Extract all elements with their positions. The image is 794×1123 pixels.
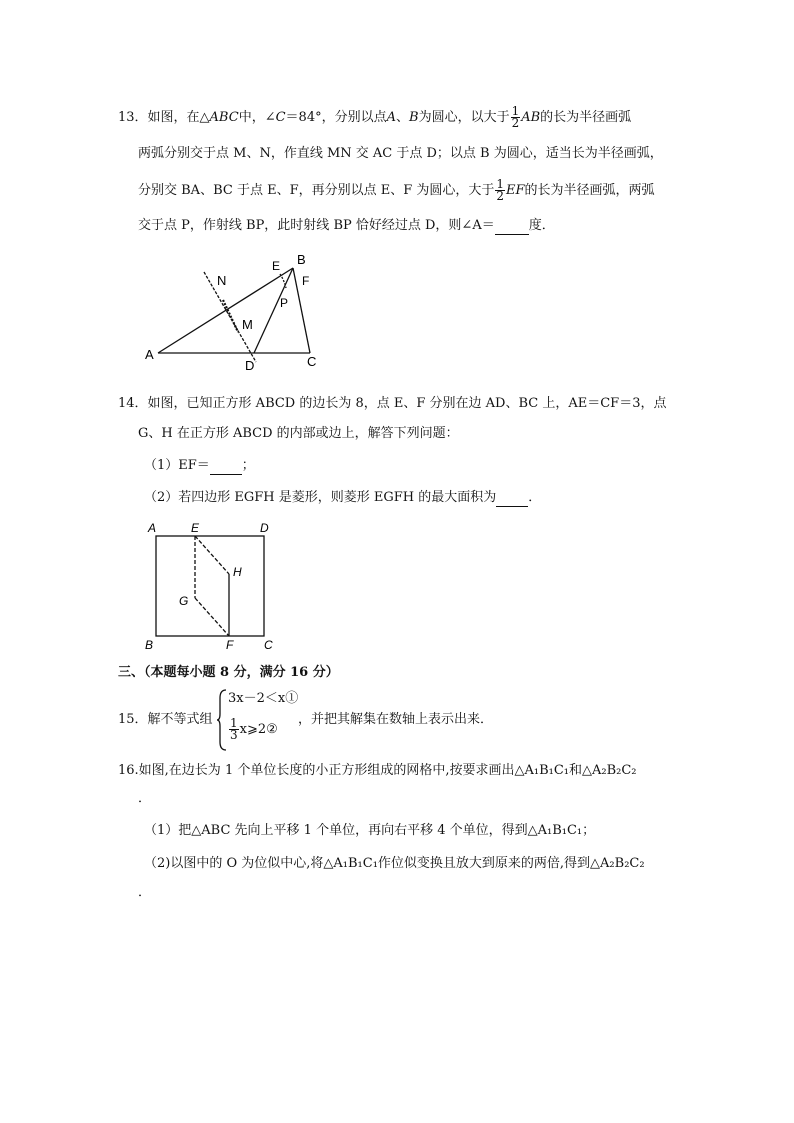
fraction-half-2: $\frac{1}{2}$ (496, 177, 505, 203)
inequality-2: $\frac{1}{3}$ x⩾2② (230, 716, 278, 742)
q13-line-4: 交于点 P，作射线 BP，此时射线 BP 恰好经过点 D，则∠A＝ 度． (138, 218, 555, 233)
label-F: F (302, 274, 310, 288)
answer-blank-14-2[interactable] (496, 492, 528, 507)
label-D: D (260, 521, 269, 535)
q14-part-1: （1）EF＝ ； (144, 458, 255, 473)
label-A: A (145, 347, 154, 362)
q14-part-2: （2）若四边形 EGFH 是菱形，则菱形 EGFH 的最大面积为 ． (144, 490, 542, 505)
q13-triangle-figure (140, 250, 330, 375)
label-F: F (226, 638, 234, 652)
segment-EH (195, 536, 229, 574)
label-A: A (148, 521, 157, 535)
q14-line-1: 14．如图，已知正方形 ABCD 的边长为 8，点 E、F 分别在边 AD、BC 上，AE＝CF＝3，点 (118, 396, 667, 411)
inequality-1: 3x－2＜x① (228, 691, 299, 706)
label-B: B (145, 638, 154, 652)
label-D: D (245, 358, 255, 373)
q13-line-1: 13．如图，在△ABC中，∠C＝84°，分别以点A、B为圆心，以大于 $\frac{1}{2}$ AB的长为半径画弧 (118, 104, 632, 130)
q13-line-3: 分别交 BA、BC 于点 E、F，再分别以点 E、F 为圆心，大于 $\frac{1}{2}$ EF的长为半径画弧，两弧 (138, 177, 655, 203)
label-H: H (233, 565, 242, 579)
q16-part-1: （1）把△ABC 先向上平移 1 个单位，再向右平移 4 个单位，得到△A₁B₁C₁； (144, 823, 596, 838)
label-C: C (264, 638, 273, 652)
label-C: C (307, 354, 317, 369)
label-E: E (272, 259, 281, 273)
label-G: G (179, 594, 189, 608)
section-3-heading: 三、（本题每小题 8 分，满分 16 分） (118, 665, 339, 680)
fraction-third: $\frac{1}{3}$ (230, 716, 238, 742)
square-ABCD (156, 536, 264, 636)
answer-blank-13[interactable] (495, 220, 529, 235)
q16-part-2: （2)以图中的 O 为位似中心,将△A₁B₁C₁作位似变换且放大到原来的两倍,得到△A₂B₂C₂ (144, 856, 645, 871)
q15-suffix: ，并把其解集在数轴上表示出来． (298, 712, 494, 727)
label-P: P (280, 296, 289, 310)
answer-blank-14-1[interactable] (210, 460, 242, 475)
segment-GF (195, 598, 229, 636)
q14-square-figure (140, 518, 290, 653)
q13-line-2: 两弧分别交于点 M、N，作直线 MN 交 AC 于点 D；以点 B 为圆心，适当长为半径画弧， (138, 146, 663, 161)
q15-prefix: 15．解不等式组 (118, 712, 213, 727)
system-brace (216, 688, 228, 752)
label-M: M (242, 317, 253, 332)
fraction-half: $\frac{1}{2}$ (511, 104, 520, 130)
q14-line-2: G、H 在正方形 ABCD 的内部或边上，解答下列问题： (138, 426, 459, 441)
label-E: E (191, 521, 200, 535)
q16-part-2-dot: ． (138, 885, 152, 900)
q16-line-1-dot: ． (138, 791, 152, 806)
q16-line-1: 16.如图,在边长为 1 个单位长度的小正方形组成的网格中,按要求画出△A₁B₁C₁和△A₂B₂C₂ (118, 763, 637, 778)
label-B: B (297, 252, 306, 267)
label-N: N (217, 273, 227, 288)
